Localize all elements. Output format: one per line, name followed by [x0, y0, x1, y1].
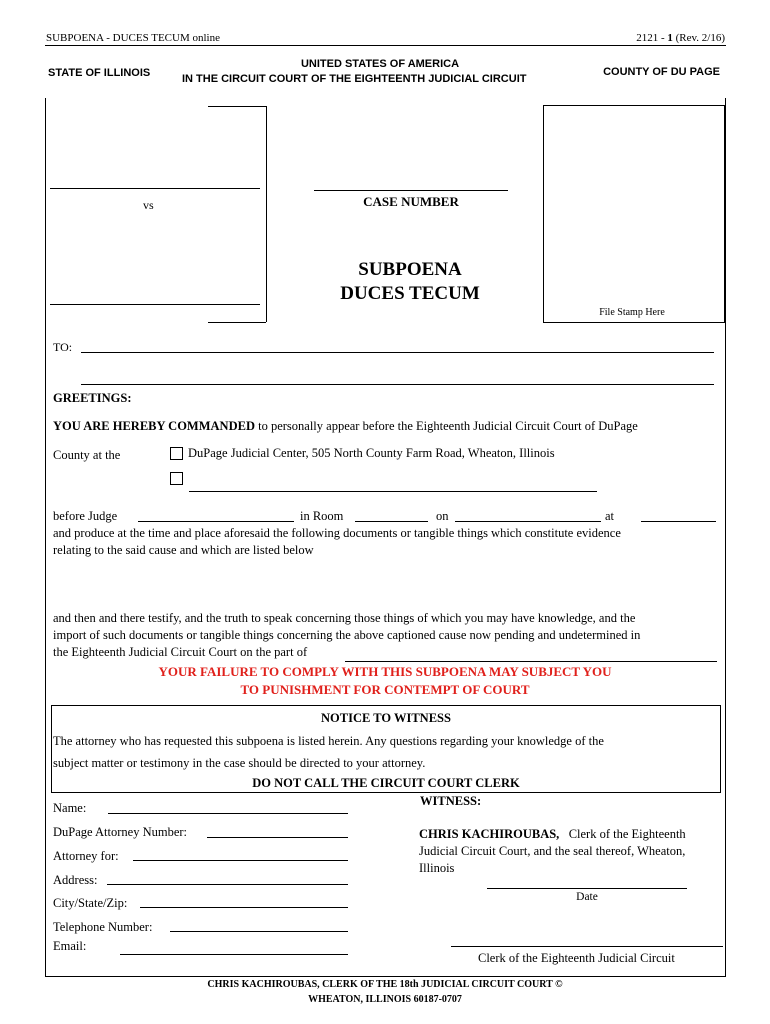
- room-line[interactable]: [355, 521, 428, 522]
- email-label: Email:: [53, 939, 87, 953]
- attorney-number-line[interactable]: [207, 837, 348, 838]
- produce-line-2: relating to the said cause and which are listed below: [53, 543, 314, 557]
- judge-line[interactable]: [138, 521, 294, 522]
- commanded-text: YOU ARE HEREBY COMMANDED to personally appear before the Eighteenth Judicial Circuit Court of DuPage: [53, 419, 638, 433]
- clerk-text-2: Judicial Circuit Court, and the seal thereof, Wheaton,: [419, 844, 686, 858]
- caption-bracket-top: [208, 106, 266, 107]
- state-label: STATE OF ILLINOIS: [48, 67, 151, 79]
- plaintiff-line[interactable]: [50, 188, 260, 189]
- header-rule: [45, 45, 726, 46]
- address-line[interactable]: [107, 884, 348, 885]
- notice-title: NOTICE TO WITNESS: [321, 711, 451, 725]
- frame-bottom: [45, 976, 726, 977]
- frame-left: [45, 98, 46, 976]
- witness-date-line[interactable]: [487, 888, 687, 889]
- witness-date-label: Date: [576, 891, 598, 903]
- at-label: at: [605, 509, 615, 523]
- time-line[interactable]: [641, 521, 716, 522]
- file-stamp-box: [543, 105, 725, 323]
- court-label: IN THE CIRCUIT COURT OF THE EIGHTEENTH JUDICIAL CIRCUIT: [182, 73, 527, 85]
- clerk-text-1: CHRIS KACHIROUBAS, Clerk of the Eighteenth: [419, 827, 686, 841]
- form-name: SUBPOENA - DUCES TECUM online: [46, 32, 220, 44]
- attorney-name-line[interactable]: [108, 813, 348, 814]
- address-label: Address:: [53, 873, 98, 887]
- attorney-name-label: Name:: [53, 801, 87, 815]
- before-judge-label: before Judge: [53, 509, 118, 523]
- email-line[interactable]: [120, 954, 348, 955]
- county-label: COUNTY OF DU PAGE: [603, 66, 720, 78]
- on-label: on: [436, 509, 449, 523]
- testify-line-1: and then and there testify, and the truth to speak concerning those things of which you may have knowledge, and the: [53, 611, 636, 625]
- to-line-2[interactable]: [81, 384, 714, 385]
- caption-bracket-side: [266, 106, 267, 322]
- other-location-line[interactable]: [189, 491, 597, 492]
- case-number-label: CASE NUMBER: [363, 194, 459, 209]
- frame-right: [725, 98, 726, 976]
- title-duces-tecum: DUCES TECUM: [340, 283, 480, 304]
- testify-line-3: the Eighteenth Judicial Circuit Court on the part of: [53, 645, 308, 659]
- case-number-line[interactable]: [314, 190, 508, 191]
- do-not-call: DO NOT CALL THE CIRCUIT COURT CLERK: [252, 776, 520, 790]
- party-line[interactable]: [345, 661, 717, 662]
- notice-line-1: The attorney who has requested this subpoena is listed herein. Any questions regarding your knowledge of the: [53, 734, 604, 748]
- greetings: GREETINGS:: [53, 391, 132, 405]
- attorney-number-label: DuPage Attorney Number:: [53, 825, 188, 839]
- notice-line-2: subject matter or testimony in the case should be directed to your attorney.: [53, 756, 426, 770]
- to-line-1[interactable]: [81, 352, 714, 353]
- defendant-line[interactable]: [50, 304, 260, 305]
- footer-line-2: WHEATON, ILLINOIS 60187-0707: [308, 994, 462, 1005]
- witness-label: WITNESS:: [420, 794, 482, 808]
- location-checkbox-judicial-center[interactable]: [170, 447, 183, 460]
- clerk-text-3: Illinois: [419, 861, 455, 875]
- warning-line-2: TO PUNISHMENT FOR CONTEMPT OF COURT: [240, 682, 530, 697]
- county-at-the: County at the: [53, 448, 121, 462]
- to-label: TO:: [53, 340, 73, 354]
- city-label: City/State/Zip:: [53, 896, 128, 910]
- city-line[interactable]: [140, 907, 348, 908]
- form-number: 2121 - 1 (Rev. 2/16): [636, 32, 725, 44]
- vs-label: vs: [143, 198, 154, 212]
- footer-line-1: CHRIS KACHIROUBAS, CLERK OF THE 18th JUDICIAL CIRCUIT COURT ©: [207, 979, 563, 990]
- country-label: UNITED STATES OF AMERICA: [300, 58, 460, 70]
- title-subpoena: SUBPOENA: [358, 259, 462, 280]
- attorney-for-label: Attorney for:: [53, 849, 119, 863]
- warning-line-1: YOUR FAILURE TO COMPLY WITH THIS SUBPOENA MAY SUBJECT YOU: [158, 664, 612, 679]
- location-checkbox-other[interactable]: [170, 472, 183, 485]
- in-room-label: in Room: [300, 509, 344, 523]
- location-option-label: DuPage Judicial Center, 505 North County Farm Road, Wheaton, Illinois: [188, 446, 555, 460]
- produce-line-1: and produce at the time and place aforesaid the following documents or tangible things which constitute evidence: [53, 526, 621, 540]
- date-line[interactable]: [455, 521, 601, 522]
- phone-line[interactable]: [170, 931, 348, 932]
- phone-label: Telephone Number:: [53, 920, 153, 934]
- testify-line-2: import of such documents or tangible things concerning the above captioned cause now pending and undetermined in: [53, 628, 641, 642]
- clerk-signature-line[interactable]: [451, 946, 723, 947]
- file-stamp-label: File Stamp Here: [599, 307, 665, 318]
- caption-bracket-bottom: [208, 322, 266, 323]
- clerk-signature-label: Clerk of the Eighteenth Judicial Circuit: [478, 951, 675, 965]
- attorney-for-line[interactable]: [133, 860, 348, 861]
